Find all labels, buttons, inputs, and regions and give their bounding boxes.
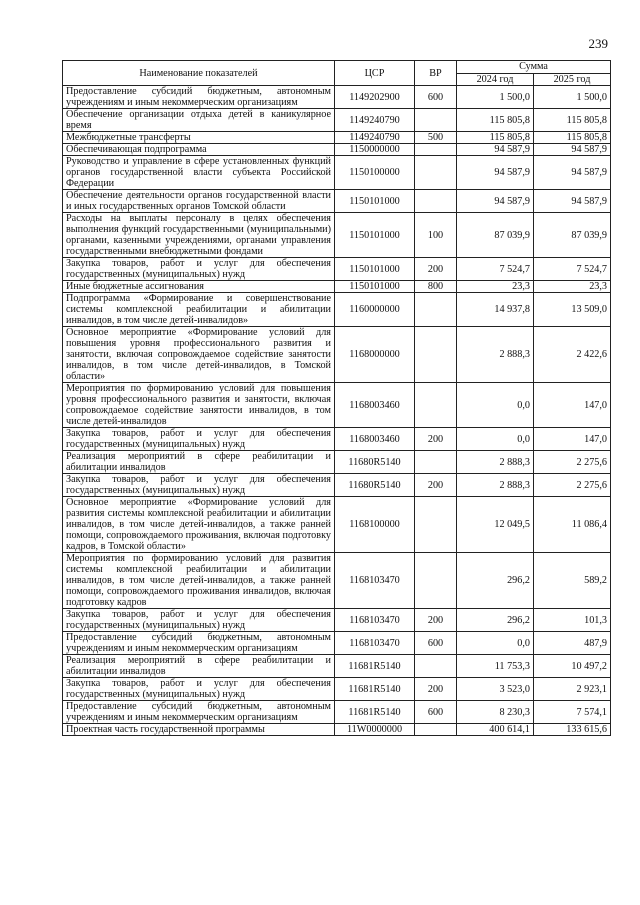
row-amount-2024: 11 753,3: [457, 655, 534, 678]
row-csr: 11680R5140: [335, 451, 415, 474]
row-amount-2025: 115 805,8: [534, 109, 611, 132]
row-amount-2025: 87 039,9: [534, 213, 611, 258]
row-amount-2025: 7 574,1: [534, 701, 611, 724]
table-header: [63, 61, 611, 86]
row-name: Расходы на выплаты персоналу в целях обеспечения выполнения функций государственными (муниципальными) органами, казенными учреждениями, органами управления государственными внебюджетными фондами: [63, 213, 335, 258]
table-row: [63, 281, 611, 293]
row-csr: 11680R5140: [335, 474, 415, 497]
row-csr: 1150101000: [335, 258, 415, 281]
row-amount-2024: 2 888,3: [457, 451, 534, 474]
row-name: Реализация мероприятий в сфере реабилитации и абилитации инвалидов: [63, 451, 335, 474]
row-vr: 800: [415, 281, 457, 293]
table-row: [63, 156, 611, 190]
row-name: Закупка товаров, работ и услуг для обеспечения государственных (муниципальных) нужд: [63, 258, 335, 281]
table-row: [63, 609, 611, 632]
row-vr: 500: [415, 132, 457, 144]
row-vr: [415, 497, 457, 553]
row-amount-2025: 133 615,6: [534, 724, 611, 736]
row-amount-2024: 2 888,3: [457, 474, 534, 497]
row-csr: 1168003460: [335, 383, 415, 428]
row-amount-2025: 11 086,4: [534, 497, 611, 553]
row-csr: 1168003460: [335, 428, 415, 451]
row-amount-2024: 0,0: [457, 428, 534, 451]
row-amount-2025: 2 422,6: [534, 327, 611, 383]
row-name: Реализация мероприятий в сфере реабилитации и абилитации инвалидов: [63, 655, 335, 678]
row-amount-2025: 94 587,9: [534, 144, 611, 156]
row-name: Закупка товаров, работ и услуг для обеспечения государственных (муниципальных) нужд: [63, 678, 335, 701]
row-csr: 1149240790: [335, 132, 415, 144]
table-row: [63, 724, 611, 736]
table-row: [63, 109, 611, 132]
table-row: [63, 678, 611, 701]
row-vr: [415, 724, 457, 736]
header-2024: 2024 год: [457, 73, 534, 86]
table-row: [63, 258, 611, 281]
row-amount-2024: 115 805,8: [457, 109, 534, 132]
row-vr: [415, 327, 457, 383]
row-name: Подпрограмма «Формирование и совершенствование системы комплексной реабилитации и абилитации инвалидов, в том числе детей-инвалидов»: [63, 293, 335, 327]
row-vr: 600: [415, 86, 457, 109]
table-row: [63, 701, 611, 724]
page-number: 239: [588, 36, 608, 51]
header-csr: ЦСР: [335, 61, 415, 86]
row-amount-2025: 13 509,0: [534, 293, 611, 327]
header-name: Наименование показателей: [63, 61, 335, 86]
row-csr: 1150100000: [335, 156, 415, 190]
row-vr: [415, 156, 457, 190]
table-row: [63, 451, 611, 474]
row-amount-2025: 10 497,2: [534, 655, 611, 678]
row-name: Закупка товаров, работ и услуг для обеспечения государственных (муниципальных) нужд: [63, 474, 335, 497]
row-amount-2025: 487,9: [534, 632, 611, 655]
row-amount-2024: 87 039,9: [457, 213, 534, 258]
row-name: Предоставление субсидий бюджетным, автономным учреждениям и иным некоммерческим организациям: [63, 701, 335, 724]
row-vr: [415, 144, 457, 156]
row-vr: 200: [415, 474, 457, 497]
row-vr: [415, 655, 457, 678]
row-name: Руководство и управление в сфере установленных функций органов государственной власти субъекта Российской Федерации: [63, 156, 335, 190]
row-name: Предоставление субсидий бюджетным, автономным учреждениям и иным некоммерческим организациям: [63, 632, 335, 655]
row-amount-2024: 2 888,3: [457, 327, 534, 383]
row-amount-2025: 2 275,6: [534, 474, 611, 497]
row-amount-2024: 0,0: [457, 632, 534, 655]
table-row: [63, 655, 611, 678]
row-vr: [415, 109, 457, 132]
row-amount-2024: 3 523,0: [457, 678, 534, 701]
row-amount-2025: 94 587,9: [534, 156, 611, 190]
row-csr: 1149240790: [335, 109, 415, 132]
row-name: Обеспечивающая подпрограмма: [63, 144, 335, 156]
row-vr: [415, 451, 457, 474]
table-row: [63, 497, 611, 553]
row-csr: 11681R5140: [335, 655, 415, 678]
row-amount-2024: 296,2: [457, 553, 534, 609]
row-csr: 1150101000: [335, 190, 415, 213]
row-csr: 1168000000: [335, 327, 415, 383]
row-amount-2025: 115 805,8: [534, 132, 611, 144]
row-amount-2024: 94 587,9: [457, 190, 534, 213]
row-csr: 1149202900: [335, 86, 415, 109]
row-amount-2024: 1 500,0: [457, 86, 534, 109]
row-amount-2025: 2 923,1: [534, 678, 611, 701]
row-name: Закупка товаров, работ и услуг для обеспечения государственных (муниципальных) нужд: [63, 428, 335, 451]
row-csr: 11681R5140: [335, 678, 415, 701]
table-row: [63, 327, 611, 383]
row-amount-2024: 14 937,8: [457, 293, 534, 327]
header-vr: ВР: [415, 61, 457, 86]
row-csr: 1160000000: [335, 293, 415, 327]
row-name: Мероприятия по формированию условий для развития системы комплексной реабилитации и абилитации инвалидов, в том числе детей-инвалидов, а также ранней помощи, сопровождаемого проживания инвалидов, включая подготовку кадров: [63, 553, 335, 609]
row-name: Проектная часть государственной программы: [63, 724, 335, 736]
row-name: Основное мероприятие «Формирование условий для повышения уровня профессионального развития и занятости, включая сопровождаемое содействие занятости инвалидов, в том числе детей-инвалидов, в Томской области»: [63, 327, 335, 383]
row-name: Мероприятия по формированию условий для повышения уровня профессионального развития и занятости, включая сопровождаемое содействие занятости инвалидов, в том числе детей-инвалидов: [63, 383, 335, 428]
row-csr: 1168103470: [335, 632, 415, 655]
row-name: Предоставление субсидий бюджетным, автономным учреждениям и иным некоммерческим организациям: [63, 86, 335, 109]
table-row: [63, 190, 611, 213]
row-amount-2025: 101,3: [534, 609, 611, 632]
header-sum: Сумма: [457, 61, 611, 74]
row-csr: 1150101000: [335, 281, 415, 293]
row-csr: 1168103470: [335, 553, 415, 609]
row-amount-2024: 7 524,7: [457, 258, 534, 281]
row-amount-2024: 94 587,9: [457, 156, 534, 190]
row-vr: 200: [415, 609, 457, 632]
table-row: [63, 474, 611, 497]
row-amount-2024: 8 230,3: [457, 701, 534, 724]
row-amount-2025: 7 524,7: [534, 258, 611, 281]
budget-table: [62, 60, 611, 736]
row-name: Закупка товаров, работ и услуг для обеспечения государственных (муниципальных) нужд: [63, 609, 335, 632]
row-csr: 11W0000000: [335, 724, 415, 736]
row-name: Иные бюджетные ассигнования: [63, 281, 335, 293]
row-vr: 100: [415, 213, 457, 258]
row-amount-2024: 23,3: [457, 281, 534, 293]
row-amount-2025: 147,0: [534, 383, 611, 428]
row-amount-2024: 115 805,8: [457, 132, 534, 144]
table-row: [63, 213, 611, 258]
row-amount-2025: 23,3: [534, 281, 611, 293]
table-row: [63, 144, 611, 156]
table-row: [63, 428, 611, 451]
row-vr: 200: [415, 678, 457, 701]
row-csr: 1150000000: [335, 144, 415, 156]
row-amount-2025: 2 275,6: [534, 451, 611, 474]
row-name: Основное мероприятие «Формирование условий для развития системы комплексной реабилитации и абилитации инвалидов, в том числе детей-инвалидов, а также ранней помощи, сопровождаемого проживания, включая подготовку кадров, в Томской области»: [63, 497, 335, 553]
table-row: [63, 86, 611, 109]
row-vr: 600: [415, 632, 457, 655]
table-row: [63, 293, 611, 327]
row-amount-2024: 400 614,1: [457, 724, 534, 736]
row-vr: [415, 553, 457, 609]
table-row: [63, 553, 611, 609]
row-vr: [415, 383, 457, 428]
row-amount-2025: 589,2: [534, 553, 611, 609]
row-amount-2024: 12 049,5: [457, 497, 534, 553]
row-vr: 200: [415, 428, 457, 451]
row-amount-2025: 147,0: [534, 428, 611, 451]
row-csr: 11681R5140: [335, 701, 415, 724]
row-name: Обеспечение организации отдыха детей в каникулярное время: [63, 109, 335, 132]
table-row: [63, 132, 611, 144]
row-vr: [415, 293, 457, 327]
row-csr: 1150101000: [335, 213, 415, 258]
row-amount-2024: 94 587,9: [457, 144, 534, 156]
row-name: Межбюджетные трансферты: [63, 132, 335, 144]
row-amount-2024: 296,2: [457, 609, 534, 632]
row-csr: 1168100000: [335, 497, 415, 553]
table-row: [63, 383, 611, 428]
row-amount-2025: 94 587,9: [534, 190, 611, 213]
row-vr: 600: [415, 701, 457, 724]
row-amount-2024: 0,0: [457, 383, 534, 428]
header-2025: 2025 год: [534, 73, 611, 86]
row-name: Обеспечение деятельности органов государственной власти и иных государственных органов Томской области: [63, 190, 335, 213]
row-amount-2025: 1 500,0: [534, 86, 611, 109]
table-row: [63, 632, 611, 655]
row-vr: [415, 190, 457, 213]
table-body: [63, 86, 611, 736]
row-csr: 1168103470: [335, 609, 415, 632]
row-vr: 200: [415, 258, 457, 281]
